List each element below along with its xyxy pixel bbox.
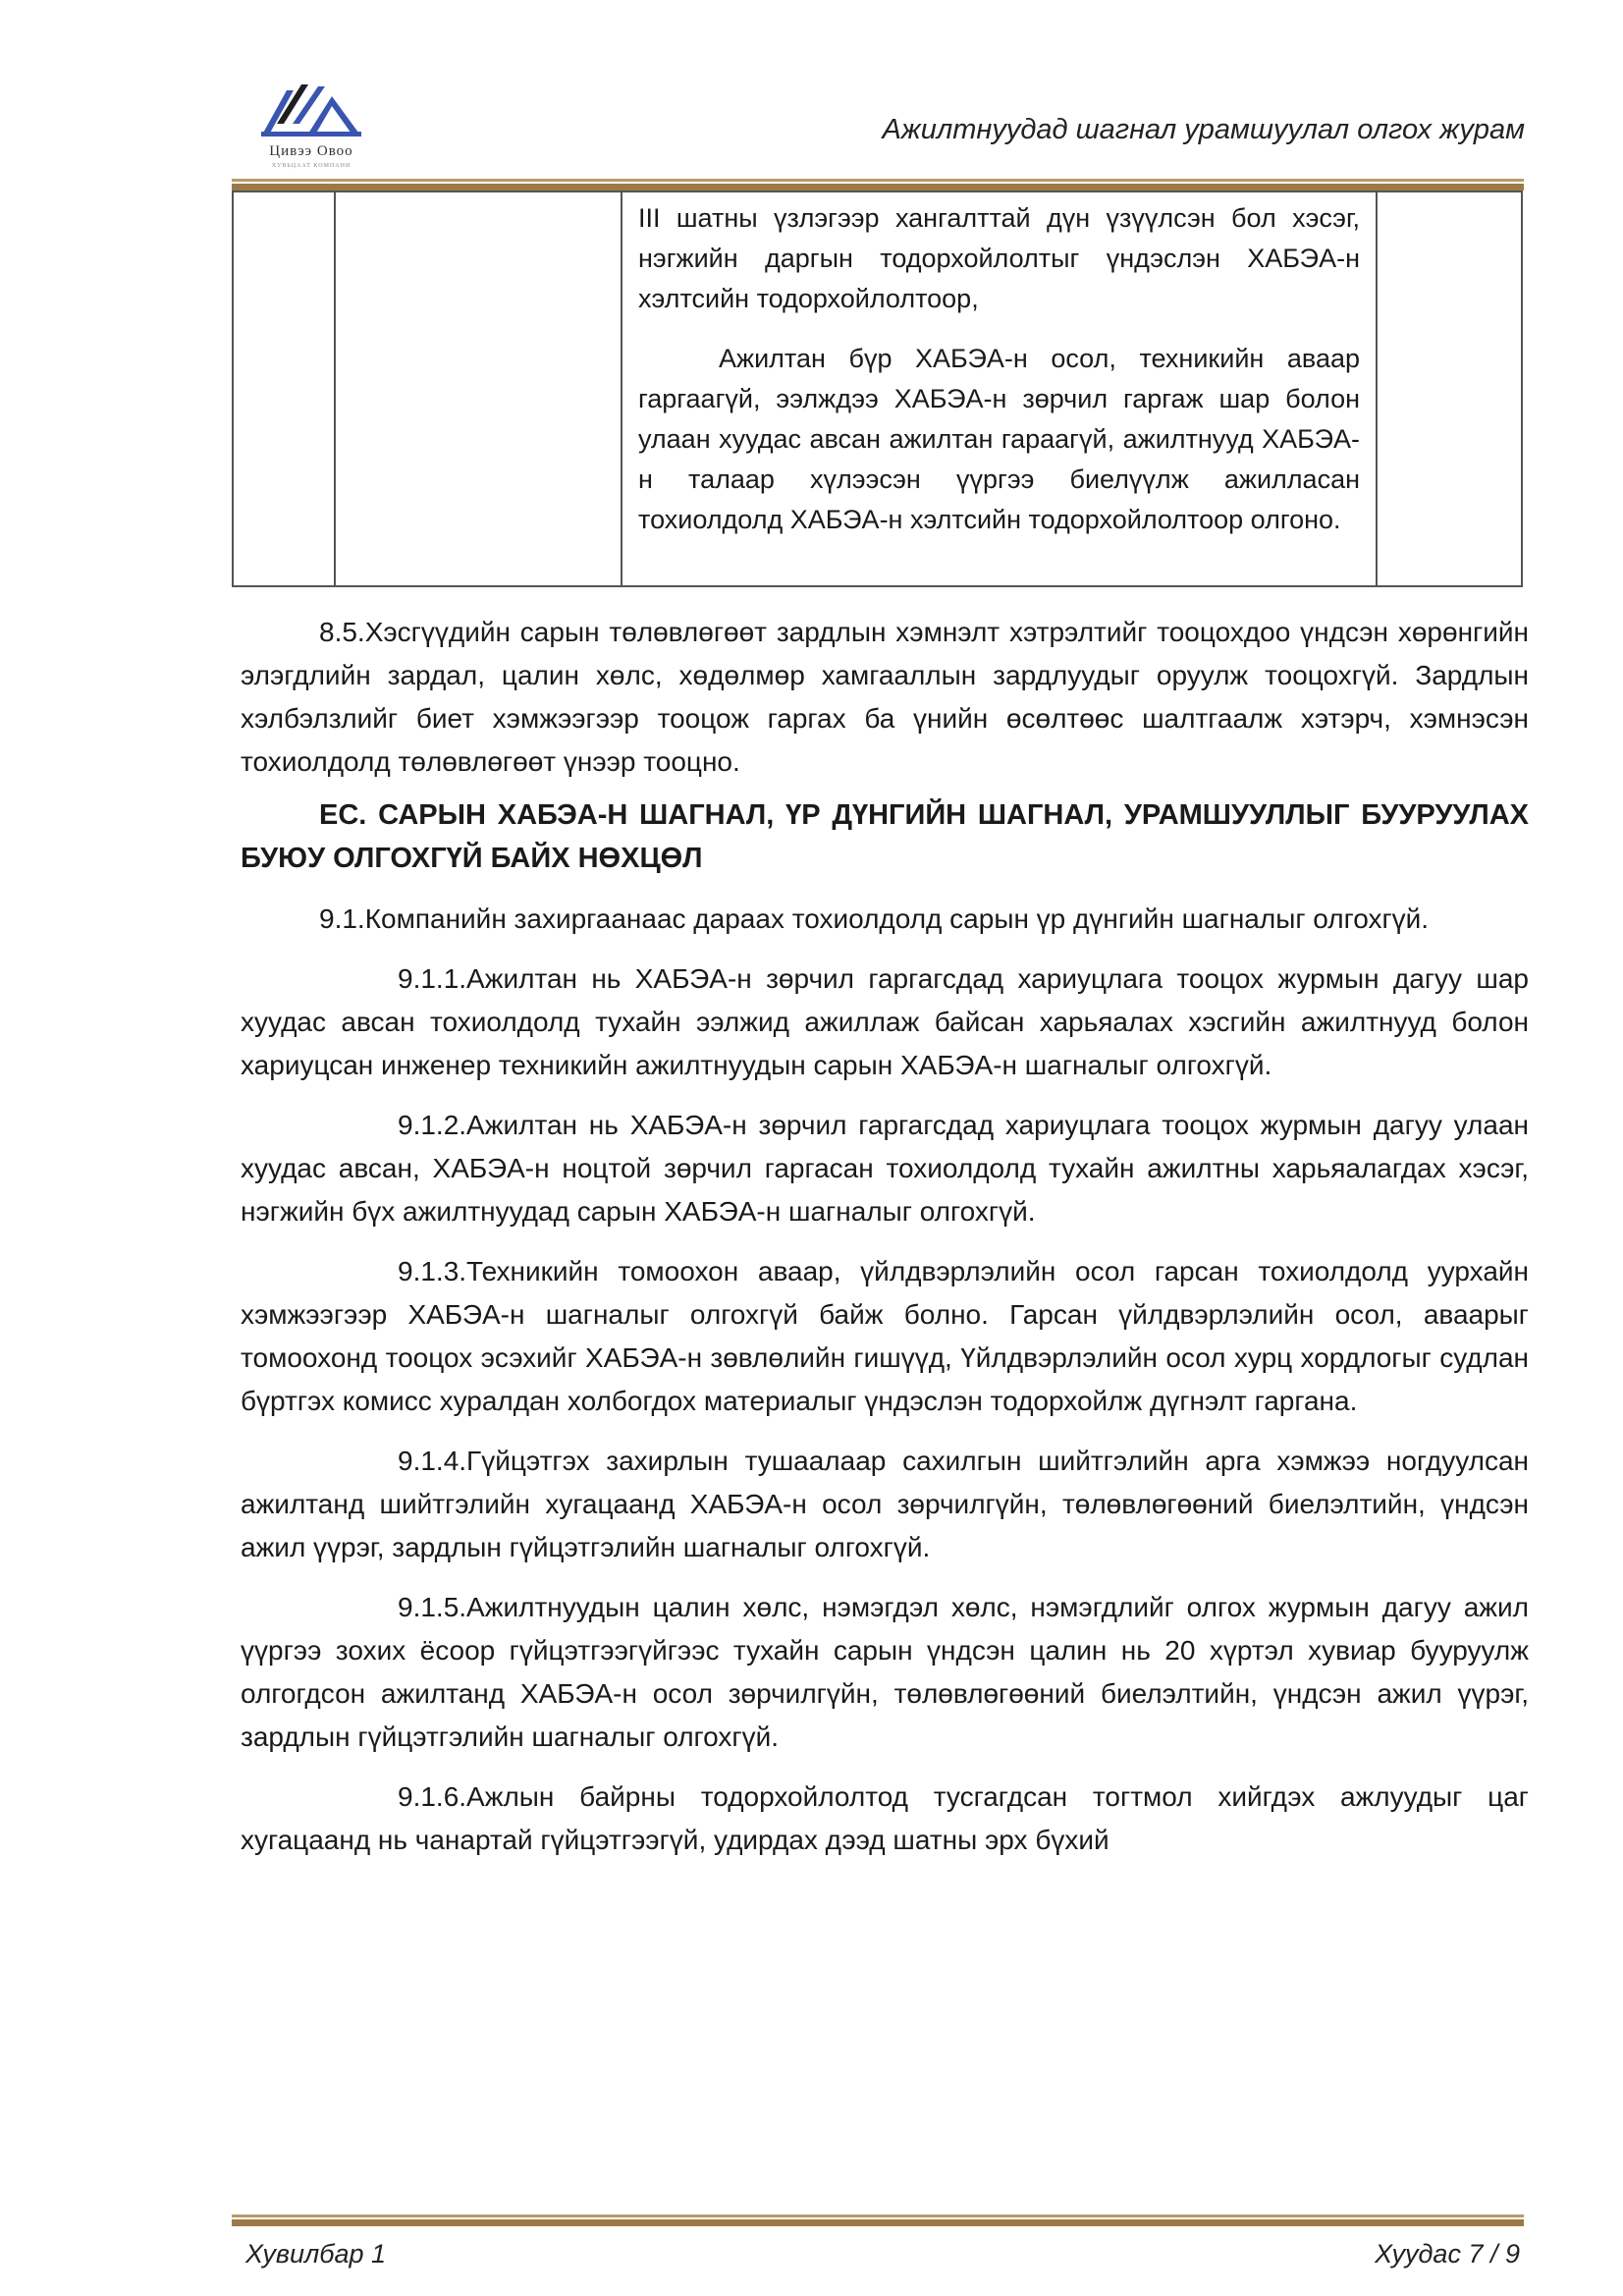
- paragraph-9-1: 9.1.Компанийн захиргаанаас дараах тохиолдолд сарын үр дүнгийн шагналыг олгохгүй.: [319, 903, 1430, 934]
- table-cell-text: Ажилтан бүр ХАБЭА-н осол, техникийн аваар гаргаагүй, ээлждээ ХАБЭА-н зөрчил гаргаж шар болон улаан хуудас авсан ажилтан гараагүй, ажилтнууд ХАБЭА-н талаар хүлээсэн үүргээ биелүүлж ажилласан тохиолдолд ХАБЭА-н хэлтсийн тодорхойлолтоор олгоно.: [638, 344, 1360, 534]
- table-cell-text: III шатны үзлэгээр хангалттай дүн үзүүлсэн бол хэсэг, нэгжийн даргын тодорхойлолтыг үндэслэн ХАБЭА-н хэлтсийн тодорхойлолтоор,: [638, 203, 1360, 313]
- company-logo-icon: [247, 82, 375, 141]
- company-logo: [247, 82, 375, 177]
- table-cell-conditions: [622, 191, 1377, 586]
- table-cell-number: [233, 191, 335, 586]
- paragraph-9-1-4: 9.1.4.Гүйцэтгэх захирлын тушаалаар сахилгын шийтгэлийн арга хэмжээ ногдуулсан ажилтанд шийтгэлийн хугацаанд ХАБЭА-н осол зөрчилгүйн, төлөвлөгөөний биелэлтийн, үндсэн ажил үүрэг, зардлын гүйцэтгэлийн шагналыг олгохгүй.: [241, 1446, 1529, 1562]
- paragraph-9-1-3: 9.1.3.Техникийн томоохон аваар, үйлдвэрлэлийн осол гарсан тохиолдолд уурхайн хэмжээгээр ХАБЭА-н шагналыг олгохгүй байж болно. Гарсан үйлдвэрлэлийн осол, аваарыг томоохонд тооцох эсэхийг ХАБЭА-н зөвлөлийн гишүүд, Үйлдвэрлэлийн осол хурц хордлогыг судлан бүртгэх комисс хуралдан холбогдох материалыг үндэслэн тодорхойлж дүгнэлт гаргана.: [241, 1256, 1529, 1416]
- document-body: [241, 611, 1529, 1879]
- footer-divider: [232, 2214, 1524, 2226]
- footer-page-number: Хуудас 7 / 9: [1375, 2239, 1520, 2269]
- company-logo-name: Цивээ Овоо: [269, 143, 353, 159]
- paragraph-9-1-6: 9.1.6.Ажлын байрны тодорхойлолтод тусгагдсан тогтмол хийгдэх ажлуудыг цаг хугацаанд нь чанартай гүйцэтгээгүй, удирдах дээд шатны эрх бүхий: [241, 1781, 1529, 1855]
- table-row: [233, 191, 1522, 586]
- document-title: Ажилтнуудад шагнал урамшуулал олгох журам: [882, 114, 1525, 145]
- table-cell-notes: [1377, 191, 1522, 586]
- section-heading-9: ЕС. САРЫН ХАБЭА-Н ШАГНАЛ, ҮР ДҮНГИЙН ШАГНАЛ, УРАМШУУЛЛЫГ БУУРУУЛАХ БУЮУ ОЛГОХГҮЙ БАЙХ НӨХЦӨЛ: [241, 799, 1529, 874]
- criteria-table: [232, 191, 1523, 587]
- paragraph-8-5: 8.5.Хэсгүүдийн сарын төлөвлөгөөт зардлын хэмнэлт хэтрэлтийг тооцохдоо үндсэн хөрөнгийн элэгдлийн зардал, цалин хөлс, хөдөлмөр хамгааллын зардлуудыг оруулж тооцохгүй. Зардлын хэлбэлзлийг биет хэмжээгээр тооцож гаргах ба үнийн өсөлтөөс шалтгаалж хэтэрч, хэмнэсэн тохиолдолд төлөвлөгөөт үнээр тооцно.: [241, 617, 1529, 777]
- header-divider: [232, 179, 1524, 191]
- paragraph-9-1-1: 9.1.1.Ажилтан нь ХАБЭА-н зөрчил гаргагсдад хариуцлага тооцох журмын дагуу шар хуудас авсан тохиолдолд тухайн ээлжид ажиллаж байсан харьяалах хэсгийн ажилтнууд болон хариуцсан инженер техникийн ажилтнуудын сарын ХАБЭА-н шагналыг олгохгүй.: [241, 963, 1529, 1080]
- footer-version: Хувилбар 1: [245, 2239, 386, 2269]
- table-cell-category: [335, 191, 622, 586]
- paragraph-9-1-5: 9.1.5.Ажилтнуудын цалин хөлс, нэмэгдэл хөлс, нэмэгдлийг олгох журмын дагуу ажил үүргээ зохих ёсоор гүйцэтгээгүйгээс тухайн сарын үндсэн цалин нь 20 хүртэл хувиар бууруулж олгогдсон ажилтанд ХАБЭА-н осол зөрчилгүйн, төлөвлөгөөний биелэлтийн, үндсэн ажил үүрэг, зардлын гүйцэтгэлийн шагналыг олгохгүй.: [241, 1592, 1529, 1752]
- paragraph-9-1-2: 9.1.2.Ажилтан нь ХАБЭА-н зөрчил гаргагсдад хариуцлага тооцох журмын дагуу улаан хуудас авсан, ХАБЭА-н ноцтой зөрчил гаргасан тохиолдолд тухайн ажилтны харьяалагдах хэсэг, нэгжийн бүх ажилтнуудад сарын ХАБЭА-н шагналыг олгохгүй.: [241, 1110, 1529, 1227]
- company-logo-subtitle: ХУВЬЦААТ КОМПАНИ: [271, 163, 352, 169]
